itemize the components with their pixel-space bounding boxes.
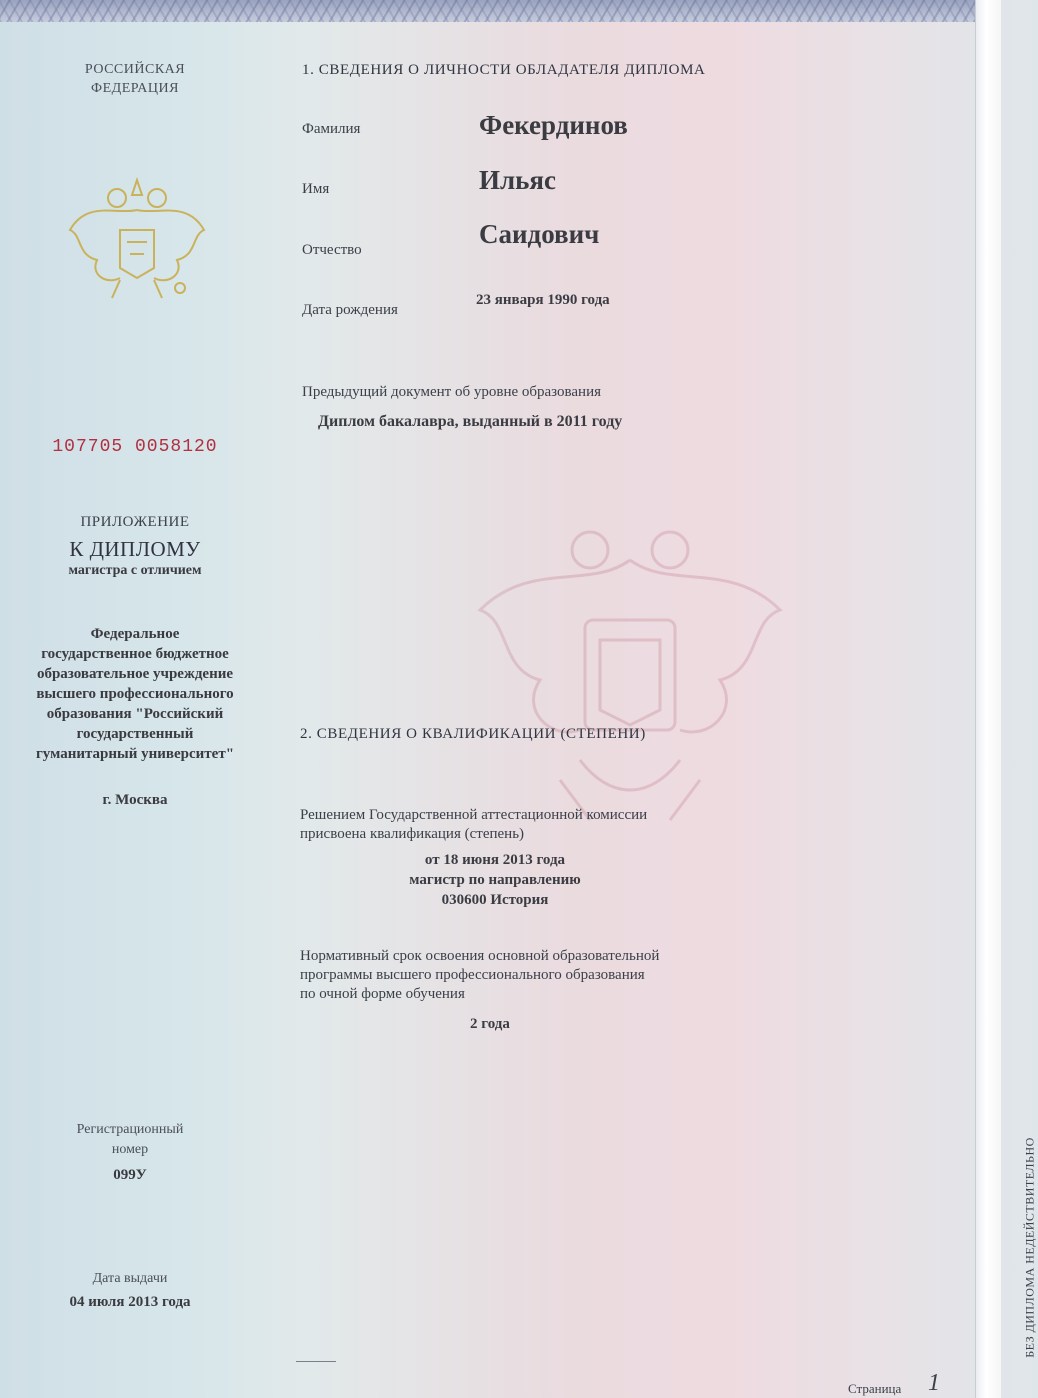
norm-line3: по очной форме обучения	[300, 986, 465, 1002]
decision-line2: присвоена квалификация (степень)	[300, 826, 525, 842]
qualification-block	[300, 850, 690, 910]
norm-term-value: 2 года	[470, 1016, 510, 1032]
name-label: Имя	[302, 181, 330, 197]
institution-line: Федеральное	[90, 626, 180, 642]
page-edge	[975, 0, 1001, 1398]
serial-number: 107705 0058120	[52, 437, 218, 457]
page-label: Страница	[848, 1381, 902, 1396]
institution-line: образования "Российский	[46, 706, 224, 722]
decision-text	[300, 806, 647, 844]
degree-type: магистра с отличием	[68, 563, 202, 578]
institution-line: гуманитарный университет"	[35, 746, 235, 762]
issue-date: 04 июля 2013 года	[69, 1294, 191, 1310]
page-number: 1	[928, 1370, 940, 1396]
left-column	[0, 0, 280, 1398]
name-value: Ильяс	[479, 165, 557, 195]
institution-line: государственное бюджетное	[41, 646, 229, 662]
institution-line: государственный	[76, 726, 194, 742]
coat-of-arms-icon	[62, 170, 212, 310]
qualification-line2: 030600 История	[441, 892, 549, 908]
surname-value: Фекердинов	[479, 110, 628, 140]
institution-line: высшего профессионального	[36, 686, 234, 702]
issue-date-label: Дата выдачи	[92, 1271, 168, 1286]
supplement-subtitle: К ДИПЛОМУ	[69, 537, 201, 561]
section1-title: 1. СВЕДЕНИЯ О ЛИЧНОСТИ ОБЛАДАТЕЛЯ ДИПЛОМА	[302, 62, 706, 78]
country-line2: ФЕДЕРАЦИЯ	[91, 81, 179, 96]
institution-line: образовательное учреждение	[36, 666, 234, 682]
norm-line2: программы высшего профессионального образования	[300, 967, 645, 983]
registration-label	[30, 1120, 230, 1160]
side-note: БЕЗ ДИПЛОМА НЕДЕЙСТВИТЕЛЬНО	[1022, 1137, 1037, 1358]
birth-date-value: 23 января 1990 года	[476, 292, 610, 308]
footer-line	[296, 1361, 336, 1362]
prev-doc-label: Предыдущий документ об уровне образования	[302, 384, 602, 400]
prev-doc-value: Диплом бакалавра, выданный в 2011 году	[318, 413, 623, 430]
patronymic-value: Саидович	[479, 219, 600, 249]
country-name	[40, 60, 230, 98]
surname-label: Фамилия	[302, 121, 361, 137]
section2-title: 2. СВЕДЕНИЯ О КВАЛИФИКАЦИИ (СТЕПЕНИ)	[300, 726, 646, 742]
registration-label-line1: Регистрационный	[76, 1122, 184, 1137]
city: г. Москва	[102, 792, 168, 808]
country-line1: РОССИЙСКАЯ	[84, 62, 186, 77]
institution-name	[10, 624, 260, 764]
decision-line1: Решением Государственной аттестационной комиссии	[300, 807, 648, 823]
supplement-title: ПРИЛОЖЕНИЕ	[80, 514, 190, 530]
patronymic-label: Отчество	[302, 242, 362, 258]
qualification-line1: магистр по направлению	[409, 872, 581, 888]
registration-label-line2: номер	[111, 1142, 149, 1157]
birth-date-label: Дата рождения	[302, 302, 398, 318]
decision-date: от 18 июня 2013 года	[424, 852, 566, 868]
norm-term-text	[300, 947, 659, 1004]
registration-number: 099У	[113, 1167, 147, 1183]
norm-line1: Нормативный срок освоения основной образовательной	[300, 948, 660, 964]
